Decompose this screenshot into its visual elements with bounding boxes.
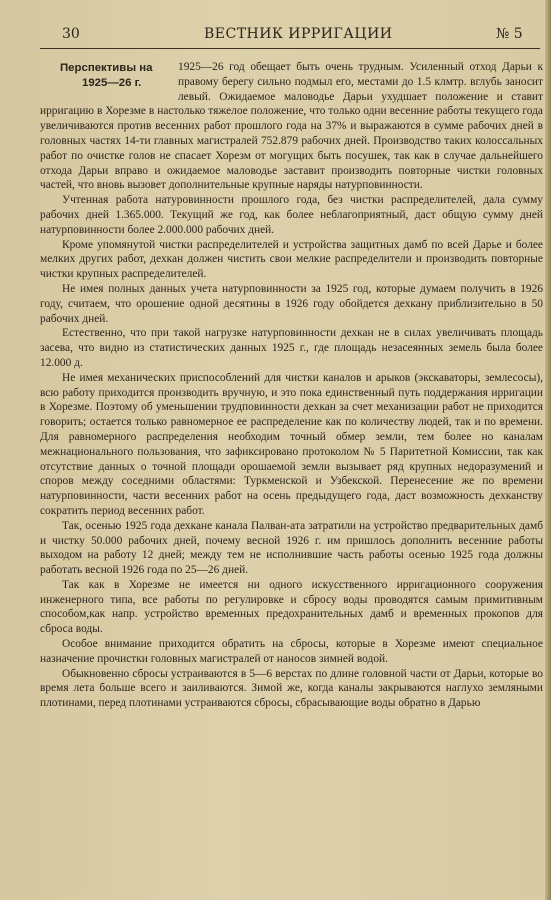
issue-number: № 5 xyxy=(496,26,523,42)
article-body xyxy=(40,60,543,890)
paragraph-4: Не имея полных данных учета натурповинности за 1925 год, которые думаем получить в 1926 году, считаем, что орошение одной десятины в 1926 году обойдется дехкану приблизительно в 50 рабочих дней. xyxy=(40,282,543,325)
paragraph-2: Учтенная работа натуровинности прошлого года, без чистки распределителей, дала сумму рабочих дней 1.365.000. Текущий же год, как более неблагоприятный, даст общую сумму дней натурповинности более 2.000.000 рабочих дней. xyxy=(40,194,543,236)
paragraph-5: Естественно, что при такой нагрузке натурповинности дехкан не в силах увеличивать площадь засева, что видно из статистических данных 1925 г., где площадь незасеянных земель была более 12.000 д. xyxy=(40,327,543,369)
paragraph-3: Кроме упомянутой чистки распределителей и устройства защитных дамб по всей Дарье и более мелких других работ, дехкан должен чистить свои мелкие распределители и производить повторные чистки крупных распределителей. xyxy=(40,238,543,281)
paragraph-6: Не имея механических приспособлений для чистки каналов и арыков (экскаваторы, землесосы), всю работу приходится производить вручную, и это пока единственный путь поддержания ирригации в Хорезме. Поэтому об уменьшении трудповинности дехкан за счет механизации работ не приходится говорить; остается только равномерное ее распределение как по количеству людей, так и по времени. Для равномерного распределения необходим точный обмер земли, тем более но каналам межнационального пользования, что зафиксировано протоколом № 5 Паритетной Комиссии, так как отсутствие данных о точной площади орошаемой земли вызывает ряд крупных недоразумений и споров между соседними областями: Туркменской и Узбекской. Перенесение же по времени натурповинности, части весенних работ на осень предыдущего года, даст возможность дехканству сократить период весенних работ. xyxy=(40,371,543,517)
page-edge-shadow xyxy=(545,0,551,900)
page-number: 30 xyxy=(62,26,80,42)
section-heading xyxy=(60,60,178,91)
paragraph-10: Обыкновенно сбросы устраиваются в 5—6 верстах по длине головной части от Дарьи, которые во время лета больше всего и заиливаются. Зимой же, когда каналы закрываются наглухо земляными плотинами, перед плотинами устраиваются сбросы, сбрасывающие воды обратно в Дарью xyxy=(40,667,543,710)
running-head xyxy=(40,24,530,46)
paragraph-8: Так как в Хорезме не имеется ни одного искусственного ирригационного сооружения инженерного типа, все работы по регулировке и сбросу воды проводятся самым примитивным способом,как напр. устройство временных предохранительных дамб и временных прокопов для сброса воды. xyxy=(40,578,543,636)
paragraph-9: Особое внимание приходится обратить на сбросы, которые в Хорезме имеют специальное назначение прочистки головных магистралей от наносов зимней водой. xyxy=(40,638,543,665)
paragraph-1: 1925—26 год обещает быть очень трудным. Усиленный отход Дарьи к правому берегу сильно подмыл его, местами до 1.5 клмтр. вглубь заносит левый. Ожидаемое маловодье Дарьи ухудшает положение и ставит ирригацию в Хорезме в настолько тяжелое положение, что только одни весенние работы текущего года увеличиваются против весенних работ прошлого года на 37% и выражаются в сумме рабочих дней в головных частях 14-ти главных магистралей 752.879 рабочих дней. Производство таких колоссальных работ по очистке голов не спасает Хорезм от могущих быть посушек, так как в случае дальнейшего отхода Дарьи вправо и ожидаемое маловодье заставит производить повторные чистки головных частей, что вновь вызовет дополнительные крупные наряды натурповинности. xyxy=(40,61,543,192)
journal-title: ВЕСТНИК ИРРИГАЦИИ xyxy=(204,26,393,42)
paragraph-7: Так, осенью 1925 года дехкане канала Палван-ата затратили на устройство предварительных дамб и чистку 50.000 рабочих дней, почему весной 1926 г. им пришлось дополнить весенние работы выходом на работу 12 дней; между тем не исполнившие часть работы осенью 1925 года должны работать весной 1926 года по 25—26 дней. xyxy=(40,519,543,577)
header-rule xyxy=(40,48,540,49)
section-heading-line-2: 1925—26 г. xyxy=(82,77,142,89)
section-heading-line-1: Перспективы на xyxy=(60,62,153,74)
